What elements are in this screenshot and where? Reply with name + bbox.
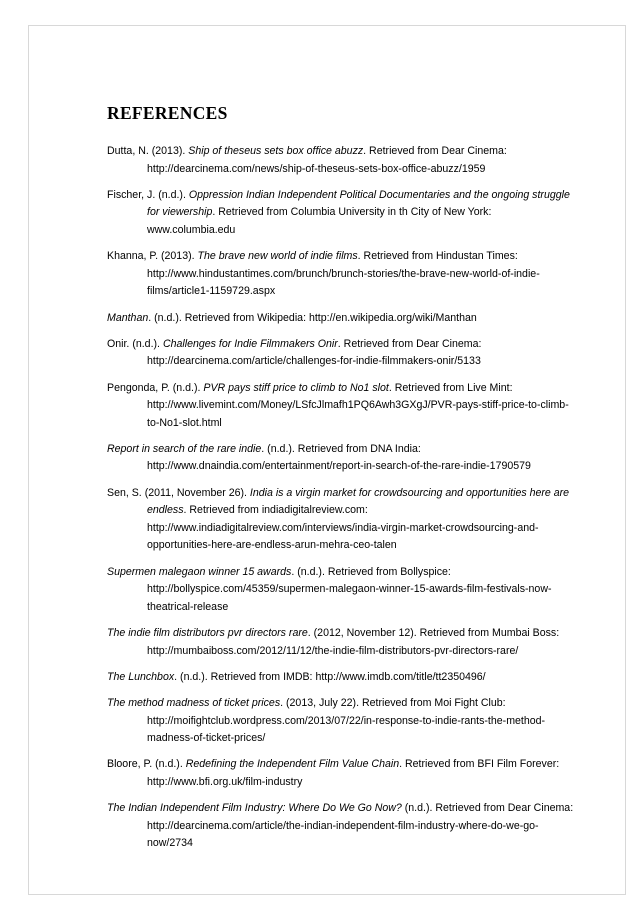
reference-entry [107, 441, 577, 476]
reference-entry [107, 380, 577, 433]
reference-title: The Lunchbox [107, 670, 175, 683]
reference-author: Bloore, P. (n.d.). [107, 758, 186, 771]
reference-url: http://mumbaiboss.com/2012/11/12/the-indie-film-distributors-pvr-directors-rare/ [147, 644, 519, 657]
reference-source: . (2013, July 22). Retrieved from Moi Fight Club: [280, 696, 506, 709]
reference-url: http://www.dnaindia.com/entertainment/report-in-search-of-the-rare-indie-1790579 [147, 460, 531, 473]
reference-title: Ship of theseus sets box office abuzz [188, 145, 364, 157]
reference-title: Challenges for Indie Filmmakers Onir [162, 337, 338, 350]
reference-source: . (n.d.). Retrieved from DNA India: [261, 442, 421, 455]
page-content [107, 103, 577, 862]
reference-url: http://www.bfi.org.uk/film-industry [147, 775, 303, 788]
reference-author: Khanna, P. (2013). [107, 250, 198, 263]
reference-title: The Indian Independent Film Industry: Where Do We Go Now? [107, 802, 402, 815]
reference-entry [107, 669, 577, 687]
reference-source: . (n.d.). Retrieved from IMDB: http://www.imdb.com/title/tt2350496/ [174, 670, 486, 683]
reference-source: . (n.d.). Retrieved from Wikipedia: http://en.wikipedia.org/wiki/Manthan [148, 311, 477, 324]
reference-title: Oppression Indian Independent Political Documentaries and the ongoing struggle for viewership [147, 188, 570, 219]
reference-source: . (n.d.). Retrieved from Bollyspice: [291, 565, 451, 578]
reference-title: India is a virgin market for crowdsourcing and opportunities here are endless [147, 486, 570, 517]
reference-title: PVR pays stiff price to climb to No1 slot [203, 381, 389, 394]
reference-source: . Retrieved from Hindustan Times: [357, 250, 518, 263]
document-page [28, 25, 626, 895]
reference-title: Supermen malegaon winner 15 awards [107, 565, 292, 578]
reference-url: http://moifightclub.wordpress.com/2013/07/22/in-response-to-indie-rants-the-method-madness-of-ticket-prices/ [147, 714, 546, 745]
reference-url: http://dearcinema.com/news/ship-of-theseus-sets-box-office-abuzz/1959 [147, 162, 486, 175]
reference-entry [107, 248, 577, 301]
reference-list [107, 143, 577, 853]
reference-entry [107, 625, 577, 660]
reference-title: Redefining the Independent Film Value Chain [185, 758, 400, 771]
reference-author: Onir. (n.d.). [107, 337, 163, 350]
references-heading: REFERENCES [107, 103, 228, 123]
reference-entry [107, 336, 577, 371]
reference-author: Fischer, J. (n.d.). [107, 188, 189, 201]
reference-url: http://www.hindustantimes.com/brunch/brunch-stories/the-brave-new-world-of-indie-films/article1-1159729.aspx [147, 267, 540, 298]
reference-entry [107, 310, 577, 328]
reference-entry [107, 695, 577, 748]
reference-source: . Retrieved from Live Mint: [388, 381, 513, 394]
reference-source: . Retrieved from Dear Cinema: [337, 337, 482, 350]
reference-source: . Retrieved from BFI Film Forever: [399, 758, 560, 771]
reference-entry [107, 187, 577, 240]
reference-source: . Retrieved from Columbia University in th City of New York: www.columbia.edu [147, 206, 492, 236]
reference-entry [107, 800, 577, 853]
reference-entry [107, 485, 577, 555]
reference-title: The indie film distributors pvr directors rare [107, 627, 308, 639]
reference-source: . Retrieved from indiadigitalreview.com: [183, 504, 368, 517]
reference-url: http://www.livemint.com/Money/LSfcJlmafh1PQ6Awh3GXgJ/PVR-pays-stiff-price-to-climb-to-No1-slot.html [147, 399, 569, 429]
reference-source: . Retrieved from Dear Cinema: [363, 145, 507, 157]
reference-source: . (2012, November 12). Retrieved from Mumbai Boss: [307, 627, 560, 639]
reference-entry [107, 564, 577, 617]
reference-url: http://dearcinema.com/article/challenges-for-indie-filmmakers-onir/5133 [147, 355, 481, 368]
reference-title: Report in search of the rare indie [107, 442, 262, 455]
reference-url: http://www.indiadigitalreview.com/interviews/india-virgin-market-crowdsourcing-and-opportunities-here-are-endless-arun-mehra-ceo-talen [147, 521, 539, 552]
reference-url: http://bollyspice.com/45359/supermen-malegaon-winner-15-awards-film-festivals-now-theatrical-release [147, 583, 552, 613]
reference-author: Sen, S. (2011, November 26). [107, 486, 250, 499]
reference-url: http://dearcinema.com/article/the-indian-independent-film-industry-where-do-we-go-now/2734 [147, 819, 539, 850]
reference-title: The method madness of ticket prices [107, 696, 281, 709]
reference-title: Manthan [107, 311, 149, 324]
reference-source: (n.d.). Retrieved from Dear Cinema: [401, 802, 574, 815]
reference-title: The brave new world of indie films [197, 250, 358, 263]
reference-entry [107, 143, 577, 178]
reference-author: Pengonda, P. (n.d.). [107, 381, 204, 394]
reference-author: Dutta, N. (2013). [107, 145, 189, 157]
reference-entry [107, 756, 577, 791]
